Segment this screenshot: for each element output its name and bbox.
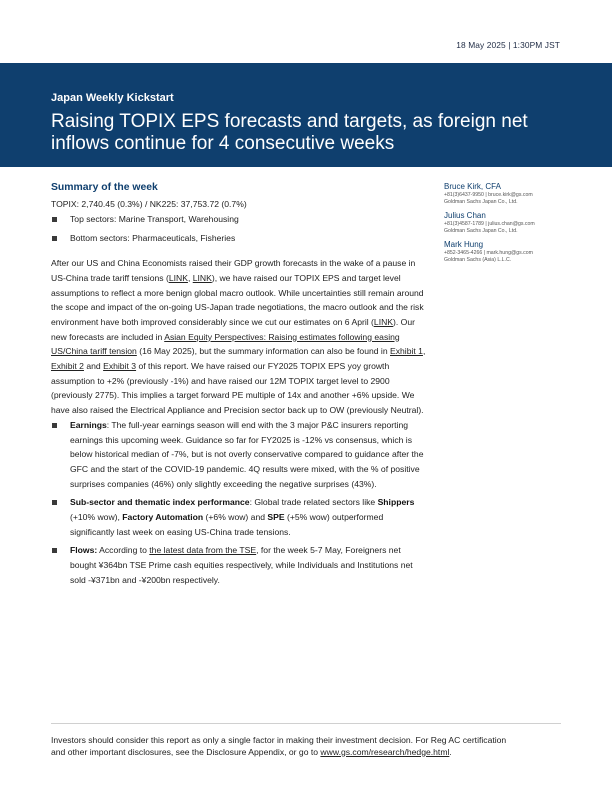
list-item	[51, 495, 427, 539]
summary-heading: Summary of the week	[51, 182, 158, 193]
author-contact: +81(3)4587-1789 | julius.chan@gs.com	[444, 221, 535, 228]
paragraph-text: After our US and China Economists raised their GDP growth forecasts in the wake of a pause in US-China trade tariff tensions (	[51, 258, 416, 283]
series-name: Japan Weekly Kickstart	[51, 92, 174, 104]
link-tse-data[interactable]: the latest data from the TSE	[149, 545, 257, 556]
square-bullet-icon	[52, 500, 57, 505]
list-item	[51, 543, 427, 587]
author-firm: Goldman Sachs (Asia) L.L.C.	[444, 256, 512, 263]
shippers-label: Shippers	[377, 497, 415, 508]
earnings-label: Earnings	[70, 419, 107, 430]
square-bullet-icon	[52, 217, 57, 222]
subsector-label: Sub-sector and thematic index performance	[70, 497, 250, 508]
paragraph-text: (16 May 2025), but the summary information can also be found in	[136, 346, 390, 357]
top-sectors: Top sectors: Marine Transport, Warehousing	[70, 213, 239, 224]
paragraph-text: of this report. We have raised our FY2025 TOPIX EPS yoy growth assumption to +2% (previously -1%) and have raised our 12M TOPIX target level to 2900 (previously 2775). This implies a target forward PE multiple of 14x and another +6% upside. We have also raised the Electrical Appliance and Precision sector back up to OW (previously Neutral).	[51, 361, 424, 416]
author-contact: +852-3465-4266 | mark.hung@gs.com	[444, 250, 533, 257]
square-bullet-icon	[52, 423, 57, 428]
bottom-sectors: Bottom sectors: Pharmaceuticals, Fisheries	[70, 233, 236, 244]
report-headline: Raising TOPIX EPS forecasts and targets, as foreign net inflows continue for 4 consecutive weeks	[51, 111, 528, 154]
link-april-cut[interactable]: LINK	[373, 316, 394, 327]
factory-automation-label: Factory Automation	[122, 512, 204, 523]
author-card	[444, 240, 584, 263]
paragraph-text: ). Our new forecasts are included in	[51, 316, 415, 342]
flows-text: , for the week 5-7 May, Foreigners net bought ¥364bn TSE Prime cash equities respectively, while Individuals and Institutions net sold -¥371bn and -¥200bn respectively.	[70, 545, 413, 585]
subsector-text: (+6% wow) and	[203, 512, 268, 523]
author-name: Bruce Kirk, CFA	[444, 182, 501, 191]
flows-text: According to	[97, 545, 150, 556]
report-date: 18 May 2025 | 1:30PM JST	[456, 40, 560, 50]
author-firm: Goldman Sachs Japan Co., Ltd.	[444, 198, 518, 205]
subsector-text: (+5% wow) outperformed significantly last week on easing US-China trade tensions.	[70, 512, 384, 537]
link-asian-equity-perspectives[interactable]: Asian Equity Perspectives: Raising estimates following easing US/China tariff tension	[51, 331, 400, 357]
link-exhibit-1[interactable]: Exhibit 1	[390, 346, 423, 357]
title-banner	[0, 63, 612, 167]
subsector-text: : Global trade related sectors like	[249, 497, 378, 508]
square-bullet-icon	[52, 236, 57, 241]
link-exhibit-2[interactable]: Exhibit 2	[51, 361, 84, 372]
sector-list	[51, 212, 427, 246]
author-panel	[444, 182, 584, 270]
paragraph-text: and	[83, 361, 104, 372]
flows-label: Flows:	[70, 545, 98, 556]
square-bullet-icon	[52, 548, 57, 553]
paragraph-text: ,	[187, 272, 193, 283]
list-item	[51, 418, 427, 492]
disclosure-text: Investors should consider this report as only a single factor in making their investment decision. For Reg AC certification and other important disclosures, see the Disclosure Appendix, or go to	[51, 735, 507, 757]
highlights-list	[51, 418, 427, 588]
list-item	[51, 212, 427, 227]
link-exhibit-3[interactable]: Exhibit 3	[103, 361, 137, 372]
author-name: Mark Hung	[444, 240, 484, 250]
author-name: Julius Chan	[444, 211, 486, 221]
author-card	[444, 211, 584, 234]
paragraph-text: ), we have raised our TOPIX EPS and target level assumptions to reflect a more benign global macro outlook. While uncertainties still remain around the scope and impact of the on-going US-Japan trade negotiations, the macro outlook and the risk environment have both improved considerably since we cut our estimates on 6 April (	[51, 272, 424, 327]
disclosure-footer	[51, 735, 521, 758]
subsector-text: (+10% wow),	[70, 512, 123, 523]
footer-divider	[51, 723, 561, 724]
index-performance: TOPIX: 2,740.45 (0.3%) / NK225: 37,753.72 (0.7%)	[51, 199, 247, 209]
author-firm: Goldman Sachs Japan Co., Ltd.	[444, 227, 518, 234]
link-us-economists[interactable]: LINK	[168, 272, 188, 283]
disclosure-end: .	[449, 746, 452, 757]
paragraph-text: ,	[422, 346, 426, 357]
author-card	[444, 182, 584, 205]
list-item	[51, 231, 427, 246]
summary-paragraph	[51, 256, 427, 418]
earnings-text: : The full-year earnings season will end with the 3 major P&C insurers reporting earnings this upcoming week. Guidance so far for FY2025 is -12% vs consensus, which is below historical median of -7%, but is not overly conservative compared to guidance after the GFC and the start of the COVID-19 pandemic. 4Q results were mixed, with the % of positive surprises companies (46%) only slightly exceeding the negative surprises (43%).	[70, 419, 424, 489]
author-contact: +81(3)6437-9950 | bruce.kirk@gs.com	[444, 192, 533, 198]
main-content	[51, 181, 427, 592]
link-china-economists[interactable]: LINK	[192, 272, 212, 283]
disclosure-link[interactable]: www.gs.com/research/hedge.html	[320, 746, 450, 757]
spe-label: SPE	[267, 512, 285, 523]
